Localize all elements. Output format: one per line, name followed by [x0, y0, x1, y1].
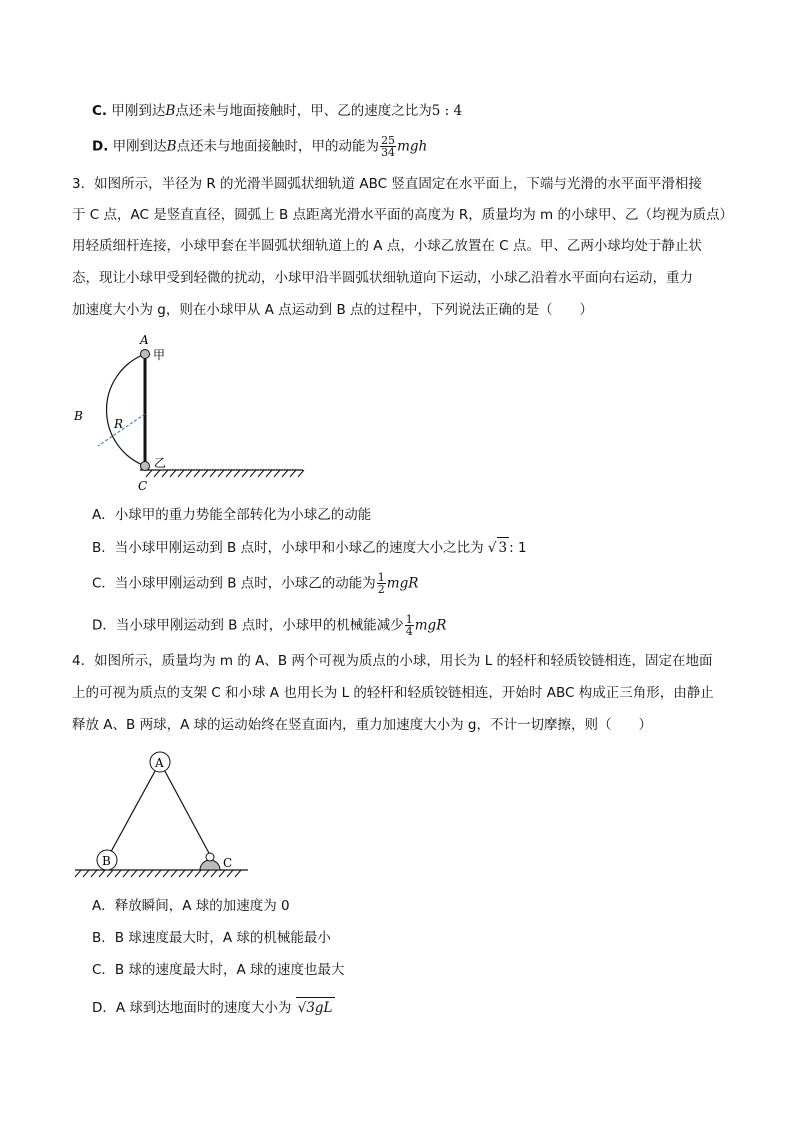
- sqrt-symbol: √: [487, 540, 497, 556]
- q3-stem-line3: 用轻质细杆连接，小球甲套在半圆弧状细轨道上的 A 点，小球乙放置在 C 点。甲、乙两小球均处于静止状: [72, 238, 702, 254]
- q4-option-b: B．B 球速度最大时，A 球的机械能最小: [92, 930, 331, 946]
- label-a: A: [155, 756, 164, 770]
- label-jia: 甲: [153, 348, 166, 362]
- q4-option-c: C．B 球的速度最大时，A 球的速度也最大: [92, 962, 345, 978]
- q3-stem-line2: 于 C 点，AC 是竖直直径，圆弧上 B 点距离光滑水平面的高度为 R，质量均为 m 的小球甲、乙（均视为质点）: [72, 207, 733, 223]
- q3-stem-line4: 态，现让小球甲受到轻微的扰动，小球甲沿半圆弧状细轨道向下运动，小球乙沿着水平面向右运动，重力: [72, 270, 693, 286]
- q3-option-b: B．当小球甲刚运动到 B 点时，小球甲和小球乙的速度大小之比为 √ 3 : 1: [92, 537, 527, 558]
- ball-jia: [141, 350, 150, 359]
- fraction: $\frac{25}{34}$: [381, 134, 396, 159]
- rod-ab: [107, 762, 160, 859]
- q3-option-c: C．当小球甲刚运动到 B 点时，小球乙的动能为 $\frac{1}{2}$ mgR: [92, 571, 419, 596]
- q3-stem-line1: 3．如图所示，半径为 R 的光滑半圆弧状细轨道 ABC 竖直固定在水平面上，下端与光滑的水平面平滑相接: [72, 176, 702, 192]
- q4-figure: [70, 745, 250, 885]
- label-r: R: [114, 417, 124, 431]
- q4-stem-line1: 4．如图所示，质量均为 m 的 A、B 两个可视为质点的小球，用长为 L 的轻杆和轻质铰链相连，固定在地面: [72, 653, 713, 669]
- label-b: B: [102, 854, 111, 868]
- rod-ac: [160, 762, 210, 855]
- q3-option-d: D．当小球甲刚运动到 B 点时，小球甲的机械能减少 $\frac{1}{4}$ mgR: [92, 613, 447, 638]
- ground-hatch: [75, 870, 241, 877]
- fraction: $\frac{1}{2}$: [377, 571, 385, 596]
- label-a: A: [140, 333, 149, 347]
- label-c: C: [138, 479, 148, 493]
- semicircle-track: [107, 354, 145, 466]
- label-yi: 乙: [154, 456, 167, 470]
- q4-stem-line3: 释放 A、B 两球，A 球的运动始终在竖直面内，重力加速度大小为 g，不计一切摩擦，则（ ）: [72, 717, 652, 733]
- q3-option-a: A．小球甲的重力势能全部转化为小球乙的动能: [92, 507, 372, 523]
- sqrt-expression: √3gL: [296, 997, 335, 1018]
- q2-option-c: C. 甲刚到达B点还未与地面接触时，甲、乙的速度之比为5 : 4: [92, 103, 463, 119]
- q3-figure: [60, 330, 320, 495]
- q2-option-d: D. 甲刚到达B点还未与地面接触时，甲的动能为 $\frac{25}{34}$ mgh: [92, 134, 428, 159]
- label-b: B: [74, 409, 83, 423]
- label-c: C: [223, 856, 233, 870]
- ball-yi: [141, 462, 150, 471]
- q4-option-a: A．释放瞬间，A 球的加速度为 0: [92, 898, 290, 914]
- fraction: $\frac{1}{4}$: [405, 613, 413, 638]
- hinge-c: [206, 853, 214, 861]
- q4-stem-line2: 上的可视为质点的支架 C 和小球 A 也用长为 L 的轻杆和轻质铰链相连，开始时 ABC 构成正三角形，由静止: [72, 685, 714, 701]
- q4-option-d: D．A 球到达地面时的速度大小为 √3gL: [92, 997, 335, 1018]
- ground-hatch: [146, 470, 304, 477]
- q3-stem-line5: 加速度大小为 g，则在小球甲从 A 点运动到 B 点的过程中，下列说法正确的是（ ）: [72, 302, 594, 318]
